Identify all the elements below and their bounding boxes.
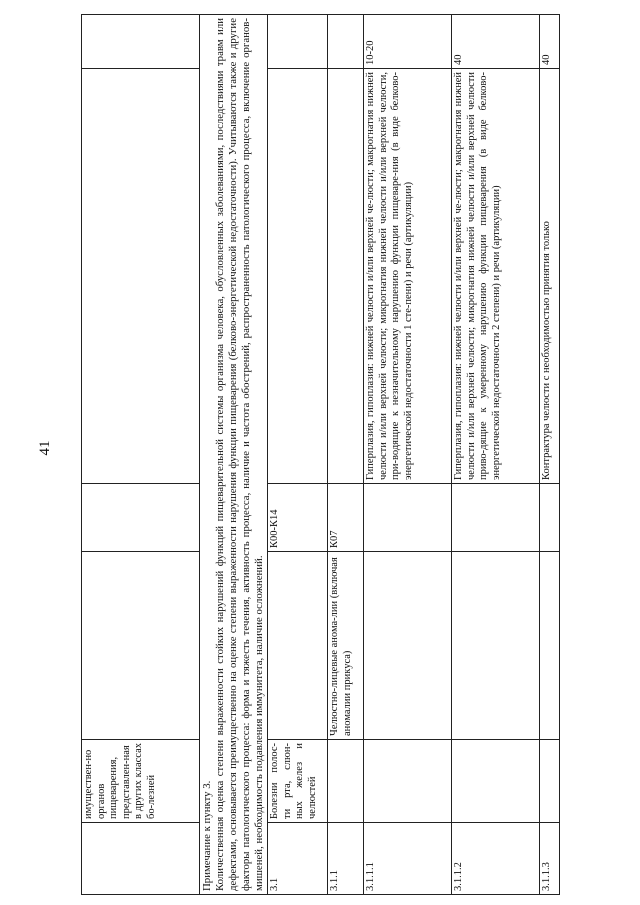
note-row bbox=[200, 15, 268, 895]
cell-empty bbox=[82, 484, 200, 552]
criteria-table bbox=[81, 14, 560, 895]
disease-name: Челюстно-лицевые анома-лии (включая аномалии прикуса) bbox=[328, 552, 364, 740]
percent-value: 40 bbox=[452, 15, 540, 69]
page-number: 41 bbox=[37, 440, 53, 456]
disease-name bbox=[364, 552, 452, 740]
icd-code: К07 bbox=[328, 484, 364, 552]
disease-name bbox=[452, 552, 540, 740]
icd-code: К00-К14 bbox=[268, 484, 328, 552]
table-row bbox=[364, 15, 452, 895]
group-name bbox=[540, 740, 560, 823]
row-number: 3.1 bbox=[268, 823, 328, 895]
table-row bbox=[268, 15, 328, 895]
criteria-description bbox=[268, 69, 328, 484]
cell-empty bbox=[82, 69, 200, 484]
note-cell bbox=[200, 15, 268, 895]
icd-code bbox=[364, 484, 452, 552]
percent-value bbox=[268, 15, 328, 69]
rotated-table-sheet bbox=[81, 15, 621, 895]
row-number: 3.1.1 bbox=[328, 823, 364, 895]
group-name bbox=[452, 740, 540, 823]
table-row bbox=[82, 15, 200, 895]
continuation-cell: имуществен-но органов пищеварения, представлен-ная в других классах бо-лезней bbox=[82, 740, 200, 823]
row-number: 3.1.1.1 bbox=[364, 823, 452, 895]
cell-empty bbox=[82, 823, 200, 895]
percent-value bbox=[328, 15, 364, 69]
note-heading: Примечание к пункту 3. bbox=[201, 780, 213, 891]
criteria-description: Контрактура челюсти с необходимостью принятия только bbox=[540, 69, 560, 484]
row-number: 3.1.1.3 bbox=[540, 823, 560, 895]
note-text: Количественная оценка степени выраженности стойких нарушений функций пищеварительной системы организма человека, обусловленных заболеваниями, последствиями травм или дефектами, основывается преимущественно на оценке степени выраженности нарушения функции пищеварения (белково-энергетической недостаточности). Учитываются также и другие факторы патологического процесса: форма и тяжесть течения, активность процесса, наличие и частота обострений, распространенность патологического процесса, включение органов-мишеней, необходимость подавления иммунитета, наличие осложнений. bbox=[214, 18, 265, 891]
disease-name bbox=[268, 552, 328, 740]
criteria-description: Гиперплазия, гипоплазия: нижней челюсти и/или верхней че-люсти; макрогнатия нижней челюсти и/или верхней челюсти; микрогнатия нижней челюсти и/или верхней челюсти, при-водящие к незначительному нарушению функции пищеваре-ния (в виде белково-энергетической недостаточности 1 сте-пени) и речи (артикуляции) bbox=[364, 69, 452, 484]
disease-name bbox=[540, 552, 560, 740]
table-row bbox=[328, 15, 364, 895]
table-row bbox=[452, 15, 540, 895]
icd-code bbox=[540, 484, 560, 552]
row-number: 3.1.1.2 bbox=[452, 823, 540, 895]
cell-empty bbox=[82, 552, 200, 740]
percent-value: 40 bbox=[540, 15, 560, 69]
cell-empty bbox=[82, 15, 200, 69]
percent-value: 10-20 bbox=[364, 15, 452, 69]
group-name: Болезни полос-ти рта, слюн-ных желез и челюстей bbox=[268, 740, 328, 823]
criteria-description bbox=[328, 69, 364, 484]
table-row bbox=[540, 15, 560, 895]
group-name bbox=[328, 740, 364, 823]
criteria-description: Гиперплазия, гипоплазия: нижней челюсти и/или верхней че-люсти; макрогнатия нижней челюсти и/или верхней челюсти; микрогнатия нижней челюсти и/или верхней челюсти приво-дящие к умеренному нарушению функции пищеварения (в виде белково-энергетической недостаточности 2 степени) и речи (артикуляции) bbox=[452, 69, 540, 484]
group-name bbox=[364, 740, 452, 823]
icd-code bbox=[452, 484, 540, 552]
